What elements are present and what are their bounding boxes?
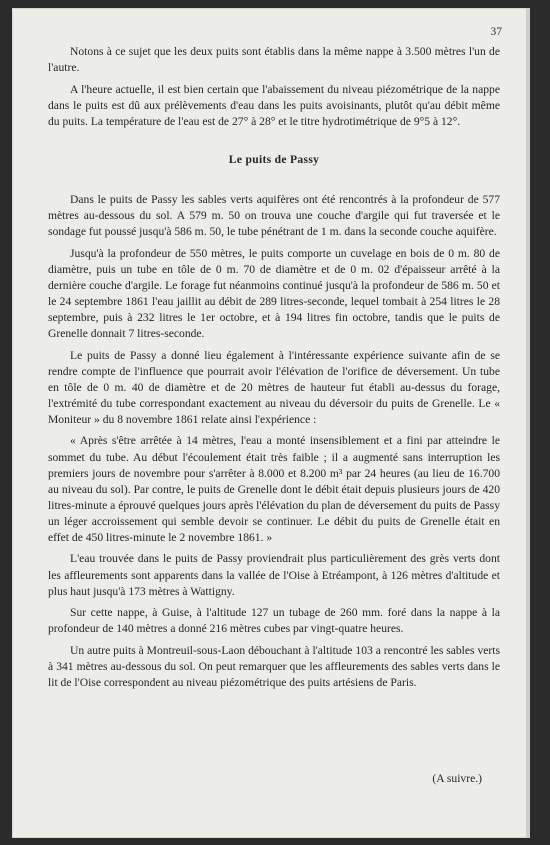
quoted-paragraph: « Après s'être arrêtée à 14 mètres, l'eau a monté insensiblement et a fini par atteindre le sommet du tube. Au début l'écoulement était très faible ; il a augmenté sans interruption les premiers jours de novembre pour s'arrêter à 8.000 et 8.200 m³ par 24 heures (au lieu de 16.700 au niveau du sol). Par contre, le puits de Grenelle dont le débit était depuis plusieurs jours de 420 litres-minute a éprouvé quelques jours après l'élévation du plan de déversement du puits de Passy un léger accroissement qui semble devoir se continuer. Le débit du puits de Grenelle était en effet de 450 litres-minute le 2 novembre 1861. » [48,434,500,544]
paragraph: Jusqu'à la profondeur de 550 mètres, le puits comporte un cuvelage en bois de 0 m. 80 de diamètre, puis un tube en tôle de 0 m. 70 de diamètre et de 0 m. 02 d'épaisseur arrêté à la dernière couche d'argile. Le forage fut néanmoins continué jusqu'à la profondeur de 586 m. 50 et le 24 septembre 1861 l'eau jaillit au débit de 289 litres-seconde, lequel tombait à 254 litres le 28 septembre, puis à 232 litres le 1er octobre, et à 194 litres fin octobre, tandis que le puits de Grenelle donnait 7 litres-seconde. [48,246,500,341]
paragraph: Notons à ce sujet que les deux puits sont établis dans la même nappe à 3.500 mètres l'un de l'autre. [48,45,500,75]
paragraph: Sur cette nappe, à Guise, à l'altitude 127 un tubage de 260 mm. foré dans la nappe à la profondeur de 140 mètres a donné 216 mètres cubes par vingt-quatre heures. [48,606,500,636]
section-title: Le puits de Passy [228,152,320,166]
page-text [48,44,500,696]
page-number: 37 [490,26,502,38]
paragraph: L'eau trouvée dans le puits de Passy proviendrait plus particulièrement des grès verts dont les affleurements sont apparents dans la vallée de l'Oise à Etréampont, à 126 mètres d'altitude et plus haut jusqu'à 173 mètres à Wattigny. [48,552,500,598]
signoff: (A suivre.) [432,772,482,785]
paragraph: Dans le puits de Passy les sables verts aquifères ont été rencontrés à la profondeur de 577 mètres au-dessous du sol. A 579 m. 50 on trouva une couche d'argile qui fut traversée et le sondage fut poussé jusqu'à 586 m. 50, le tube pénétrant de 1 m. dans la seconde couche aquifère. [48,192,500,239]
paragraph: Un autre puits à Montreuil-sous-Laon débouchant à l'altitude 103 a rencontré les sables verts à 341 mètres au-dessous du sol. On peut remarquer que les affleurements des sables verts dans le lit de l'Oise correspondent au niveau piézométrique des puits artésiens de Paris. [48,643,500,689]
paragraph: Le puits de Passy a donné lieu également à l'intéressante expérience suivante afin de se rendre compte de l'influence que pourrait avoir l'élévation de l'orifice de déversement. Un tube en tôle de 0 m. 40 de diamètre et de 20 mètres de hauteur fut établi au-dessus du forage, l'extrémité du tube correspondant exactement au niveau du déversoir du puits de Grenelle. Le « Moniteur » du 8 novembre 1861 relate ainsi l'expérience : [48,348,500,426]
paragraph: A l'heure actuelle, il est bien certain que l'abaissement du niveau piézométrique de la nappe dans le puits est dû aux prélèvements d'eau dans les puits avoisinants, plutôt qu'au débit même du puits. La température de l'eau est de 27° à 28° et le titre hydrotimétrique de 9°5 à 12°. [48,82,500,128]
document-page [12,8,530,838]
page-edge [526,8,530,838]
